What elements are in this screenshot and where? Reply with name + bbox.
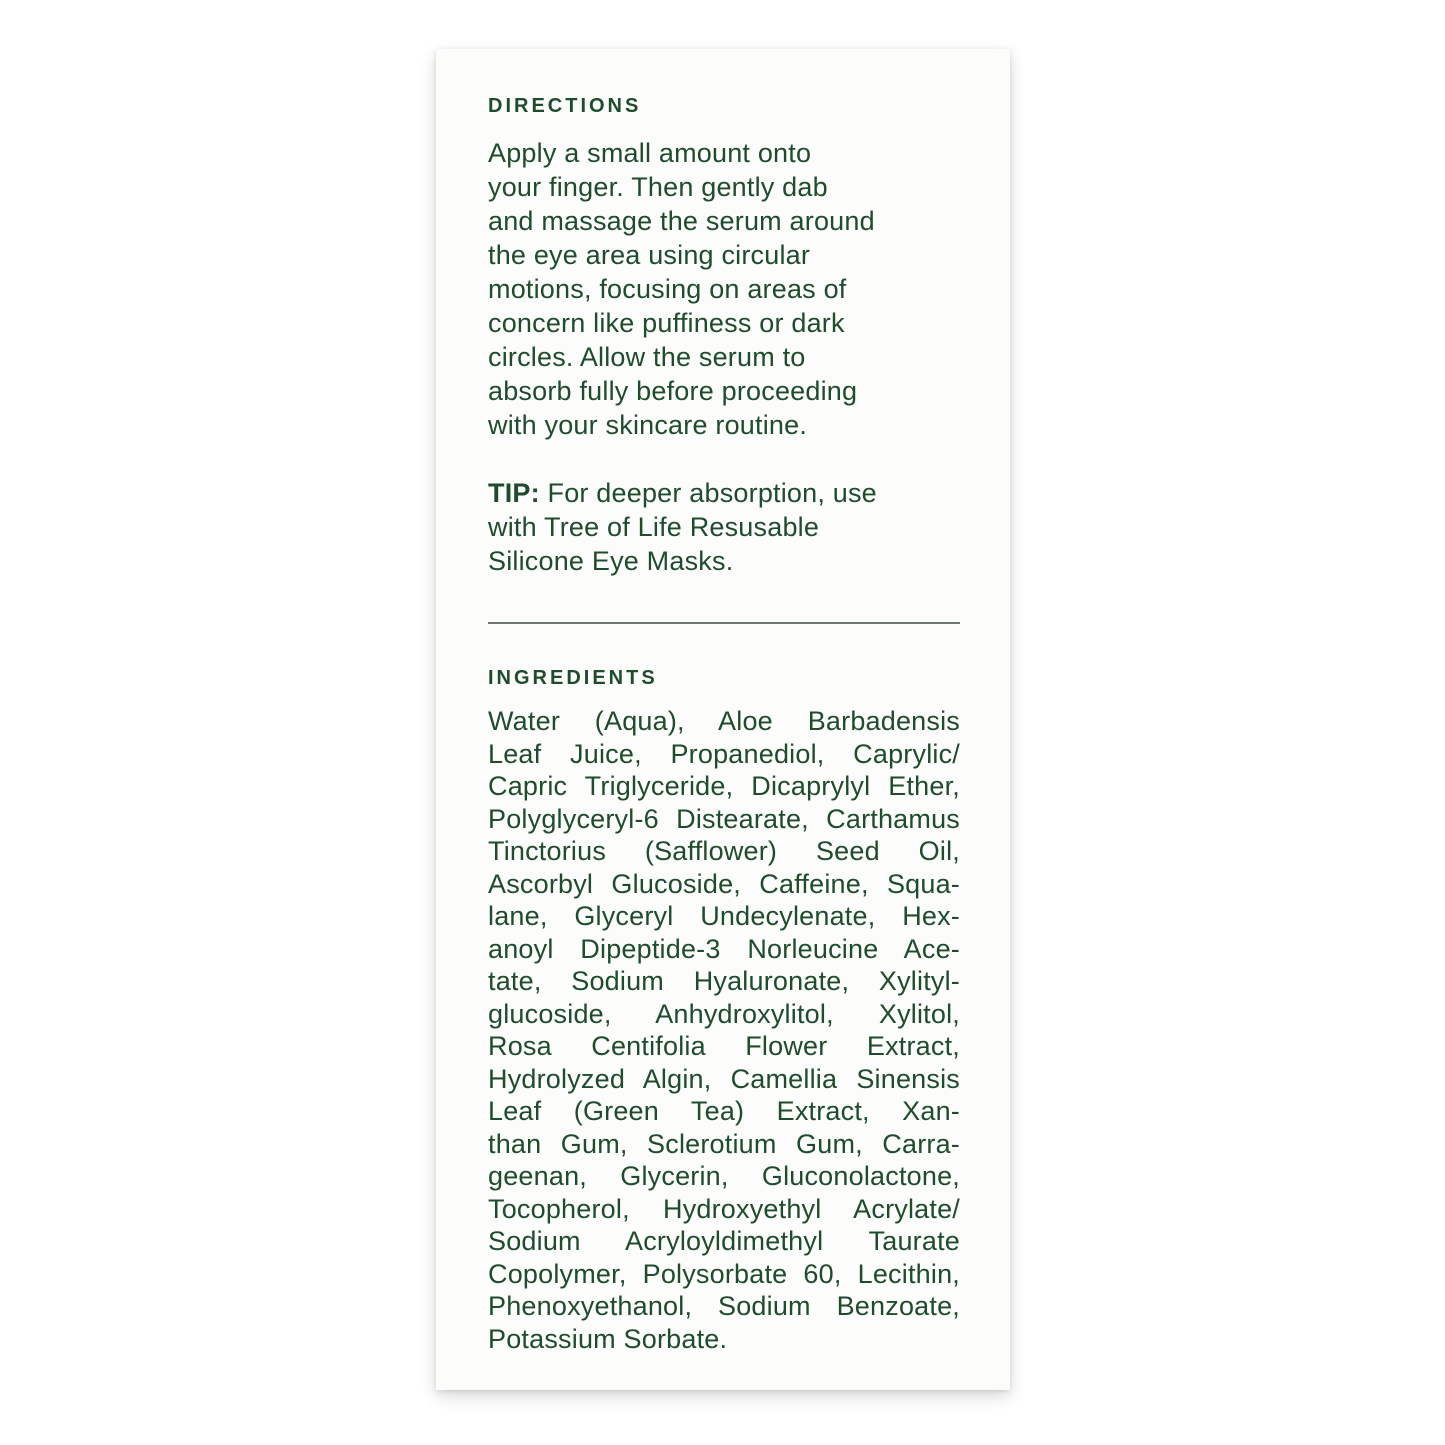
ingredients-line: geenan, Glycerin, Gluconolactone, — [488, 1161, 960, 1191]
directions-line: Apply a small amount onto — [488, 138, 812, 168]
ingredients-line: Tocopherol, Hydroxyethyl Acrylate/ — [488, 1193, 960, 1224]
directions-line: concern like puffiness or dark — [488, 308, 845, 338]
ingredients-line: Phenoxyethanol, Sodium Benzoate, — [488, 1291, 960, 1321]
ingredients-line: Hydrolyzed Algin, Camellia Sinensis — [488, 1063, 960, 1094]
ingredients-line: Ascorbyl Glucoside, Caffeine, Squa- — [488, 868, 960, 899]
ingredients-line: Sodium Acryloyldimethyl Taurate — [488, 1226, 960, 1256]
ingredients-line: Polyglyceryl-6 Distearate, Carthamus — [488, 803, 960, 834]
ingredients-line: Potassium Sorbate. — [488, 1323, 728, 1354]
ingredients-line: Rosa Centifolia Flower Extract, — [488, 1031, 960, 1061]
ingredients-line: Tinctorius (Safflower) Seed Oil, — [488, 836, 960, 866]
ingredients-line: glucoside, Anhydroxylitol, Xylitol, — [488, 998, 960, 1029]
directions-line: your finger. Then gently dab — [488, 172, 828, 202]
directions-heading: DIRECTIONS — [488, 95, 642, 117]
tip-line-rest: For deeper absorption, use — [539, 478, 877, 508]
directions-paragraph — [488, 136, 960, 442]
ingredients-heading: INGREDIENTS — [488, 667, 658, 689]
ingredients-line: tate, Sodium Hyaluronate, Xylityl- — [488, 966, 960, 996]
directions-line: circles. Allow the serum to — [488, 342, 806, 372]
directions-line: absorb fully before proceeding — [488, 376, 858, 406]
section-divider — [488, 622, 960, 624]
ingredients-line: Copolymer, Polysorbate 60, Lecithin, — [488, 1258, 960, 1289]
directions-line: the eye area using circular — [488, 240, 811, 270]
tip-label: TIP: — [488, 478, 540, 508]
ingredients-section — [488, 667, 960, 1355]
directions-line: and massage the serum around — [488, 206, 875, 236]
directions-line: motions, focusing on areas of — [488, 274, 847, 304]
label-panel — [436, 49, 1010, 1390]
ingredients-line: Capric Triglyceride, Dicaprylyl Ether, — [488, 771, 960, 801]
ingredients-paragraph — [488, 705, 960, 1355]
ingredients-line: Water (Aqua), Aloe Barbadensis — [488, 706, 960, 736]
tip-line: with Tree of Life Resusable — [488, 512, 820, 542]
ingredients-line: Leaf (Green Tea) Extract, Xan- — [488, 1096, 960, 1126]
directions-section — [488, 95, 960, 578]
tip-paragraph — [488, 476, 960, 578]
ingredients-line: lane, Glyceryl Undecylenate, Hex- — [488, 901, 960, 931]
ingredients-line: Leaf Juice, Propanediol, Caprylic/ — [488, 738, 960, 769]
tip-line: Silicone Eye Masks. — [488, 546, 734, 576]
directions-line: with your skincare routine. — [488, 410, 808, 440]
ingredients-line: than Gum, Sclerotium Gum, Carra- — [488, 1128, 960, 1159]
tip-line — [488, 476, 960, 510]
ingredients-line: anoyl Dipeptide-3 Norleucine Ace- — [488, 933, 960, 964]
